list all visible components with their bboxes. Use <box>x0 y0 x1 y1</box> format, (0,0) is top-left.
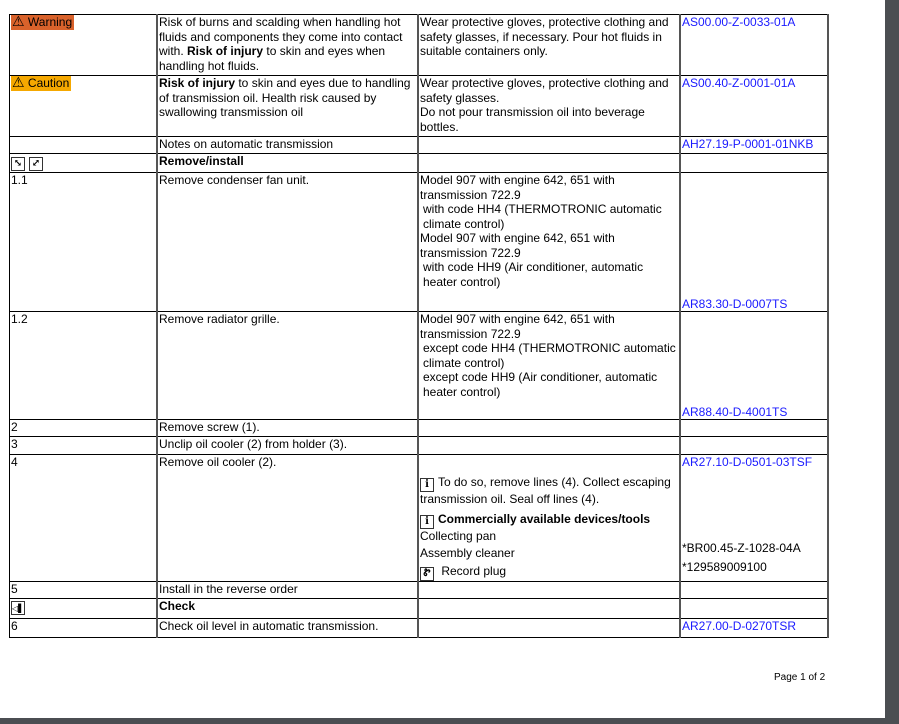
step-text: Install in the reverse order <box>157 581 418 598</box>
step-text: Check oil level in automatic transmission. <box>157 618 418 637</box>
table-row <box>10 173 829 312</box>
doc-link[interactable]: AR88.40-D-4001TS <box>682 404 788 419</box>
tool-ref: *129589009100 <box>682 560 767 574</box>
condition: with code HH9 (Air conditioner, automatic heater control) <box>423 260 644 289</box>
measure: Wear protective gloves, protective clothing and safety glasses, if necessary. Pour hot fluids in suitable containers only. <box>418 15 680 76</box>
text: Notes on automatic transmission <box>157 137 418 154</box>
step-number: 3 <box>10 437 158 455</box>
condition: with code HH4 (THERMOTRONIC automatic climate control) <box>423 202 662 231</box>
step-text: Remove oil cooler (2). <box>157 455 418 582</box>
tool-item: Assembly cleaner <box>420 546 515 560</box>
install-icon: ⤢ <box>29 157 43 171</box>
tool-item: Record plug <box>441 563 507 578</box>
table-row <box>10 598 829 618</box>
condition: except code HH4 (THERMOTRONIC automatic climate control) <box>423 341 676 370</box>
step-number: 5 <box>10 581 158 598</box>
condition: Model 907 with engine 642, 651 with transmission 722.9 <box>420 312 615 341</box>
warning-triangle-icon: ⚠ <box>12 14 25 30</box>
warning-badge <box>11 15 74 30</box>
tools-heading: Commercially available devices/tools <box>438 511 651 526</box>
procedure-table <box>9 14 829 638</box>
text-bold: Risk of injury <box>159 76 236 90</box>
badge-label: Warning <box>27 15 73 29</box>
info-icon: i <box>420 478 434 492</box>
text: to skin and eyes when handling hot fluids. <box>159 44 386 73</box>
doc-link[interactable]: AH27.19-P-0001-01NKB <box>682 137 814 151</box>
text: to skin and eyes due to handling of transmission oil. Health risk caused by swallowing transmission oil <box>159 76 411 119</box>
badge-label: Caution <box>27 76 70 90</box>
table-row <box>10 618 829 637</box>
table-row <box>10 581 829 598</box>
text: Risk of burns and scalding when handling hot fluids and components they come into contact with. <box>159 15 403 58</box>
section-heading: Remove/install <box>159 154 244 168</box>
note-text: To do so, remove lines (4). Collect escaping transmission oil. Seal off lines (4). <box>420 475 671 506</box>
table-row <box>10 455 829 582</box>
table-row <box>10 76 829 137</box>
remove-icon: ⤡ <box>11 157 25 171</box>
table-row <box>10 154 829 173</box>
step-number: 2 <box>10 420 158 437</box>
tool-ref: *BR00.45-Z-1028-04A <box>682 540 801 555</box>
step-number: 6 <box>10 618 158 637</box>
table-row <box>10 437 829 455</box>
table-row <box>10 420 829 437</box>
doc-link[interactable]: AR83.30-D-0007TS <box>682 296 788 311</box>
step-number: 1.1 <box>10 173 158 312</box>
step-text: Unclip oil cooler (2) from holder (3). <box>157 437 418 455</box>
info-icon: i <box>420 515 434 529</box>
doc-link[interactable]: AR27.10-D-0501-03TSF <box>682 455 813 469</box>
doc-link[interactable]: AS00.00-Z-0033-01A <box>682 15 796 29</box>
text-bold: Risk of injury <box>187 44 264 58</box>
section-heading: Check <box>159 598 196 613</box>
check-icon: ◁▌ <box>12 602 25 613</box>
measure: Wear protective gloves, protective clothing and safety glasses. <box>420 76 669 105</box>
step-number: 1.2 <box>10 312 158 420</box>
doc-link[interactable]: AS00.40-Z-0001-01A <box>682 76 796 90</box>
special-tool-icon: Ꮡ <box>420 567 434 581</box>
condition: Model 907 with engine 642, 651 with transmission 722.9 <box>420 173 615 202</box>
tool-item: Collecting pan <box>420 528 497 543</box>
table-row <box>10 312 829 420</box>
caution-badge <box>11 76 71 91</box>
step-text: Remove condenser fan unit. <box>157 173 418 312</box>
condition: Model 907 with engine 642, 651 with transmission 722.9 <box>420 231 615 260</box>
measure: Do not pour transmission oil into beverage bottles. <box>420 105 645 134</box>
caution-triangle-icon: ⚠ <box>12 75 25 91</box>
condition: except code HH9 (Air conditioner, automatic heater control) <box>423 370 658 399</box>
step-text: Remove radiator grille. <box>157 312 418 420</box>
table-row <box>10 15 829 76</box>
doc-link[interactable]: AR27.00-D-0270TSR <box>682 618 797 633</box>
page-number: Page 1 of 2 <box>774 672 826 683</box>
step-number: 4 <box>10 455 158 582</box>
step-text: Remove screw (1). <box>157 420 418 437</box>
table-row <box>10 137 829 154</box>
